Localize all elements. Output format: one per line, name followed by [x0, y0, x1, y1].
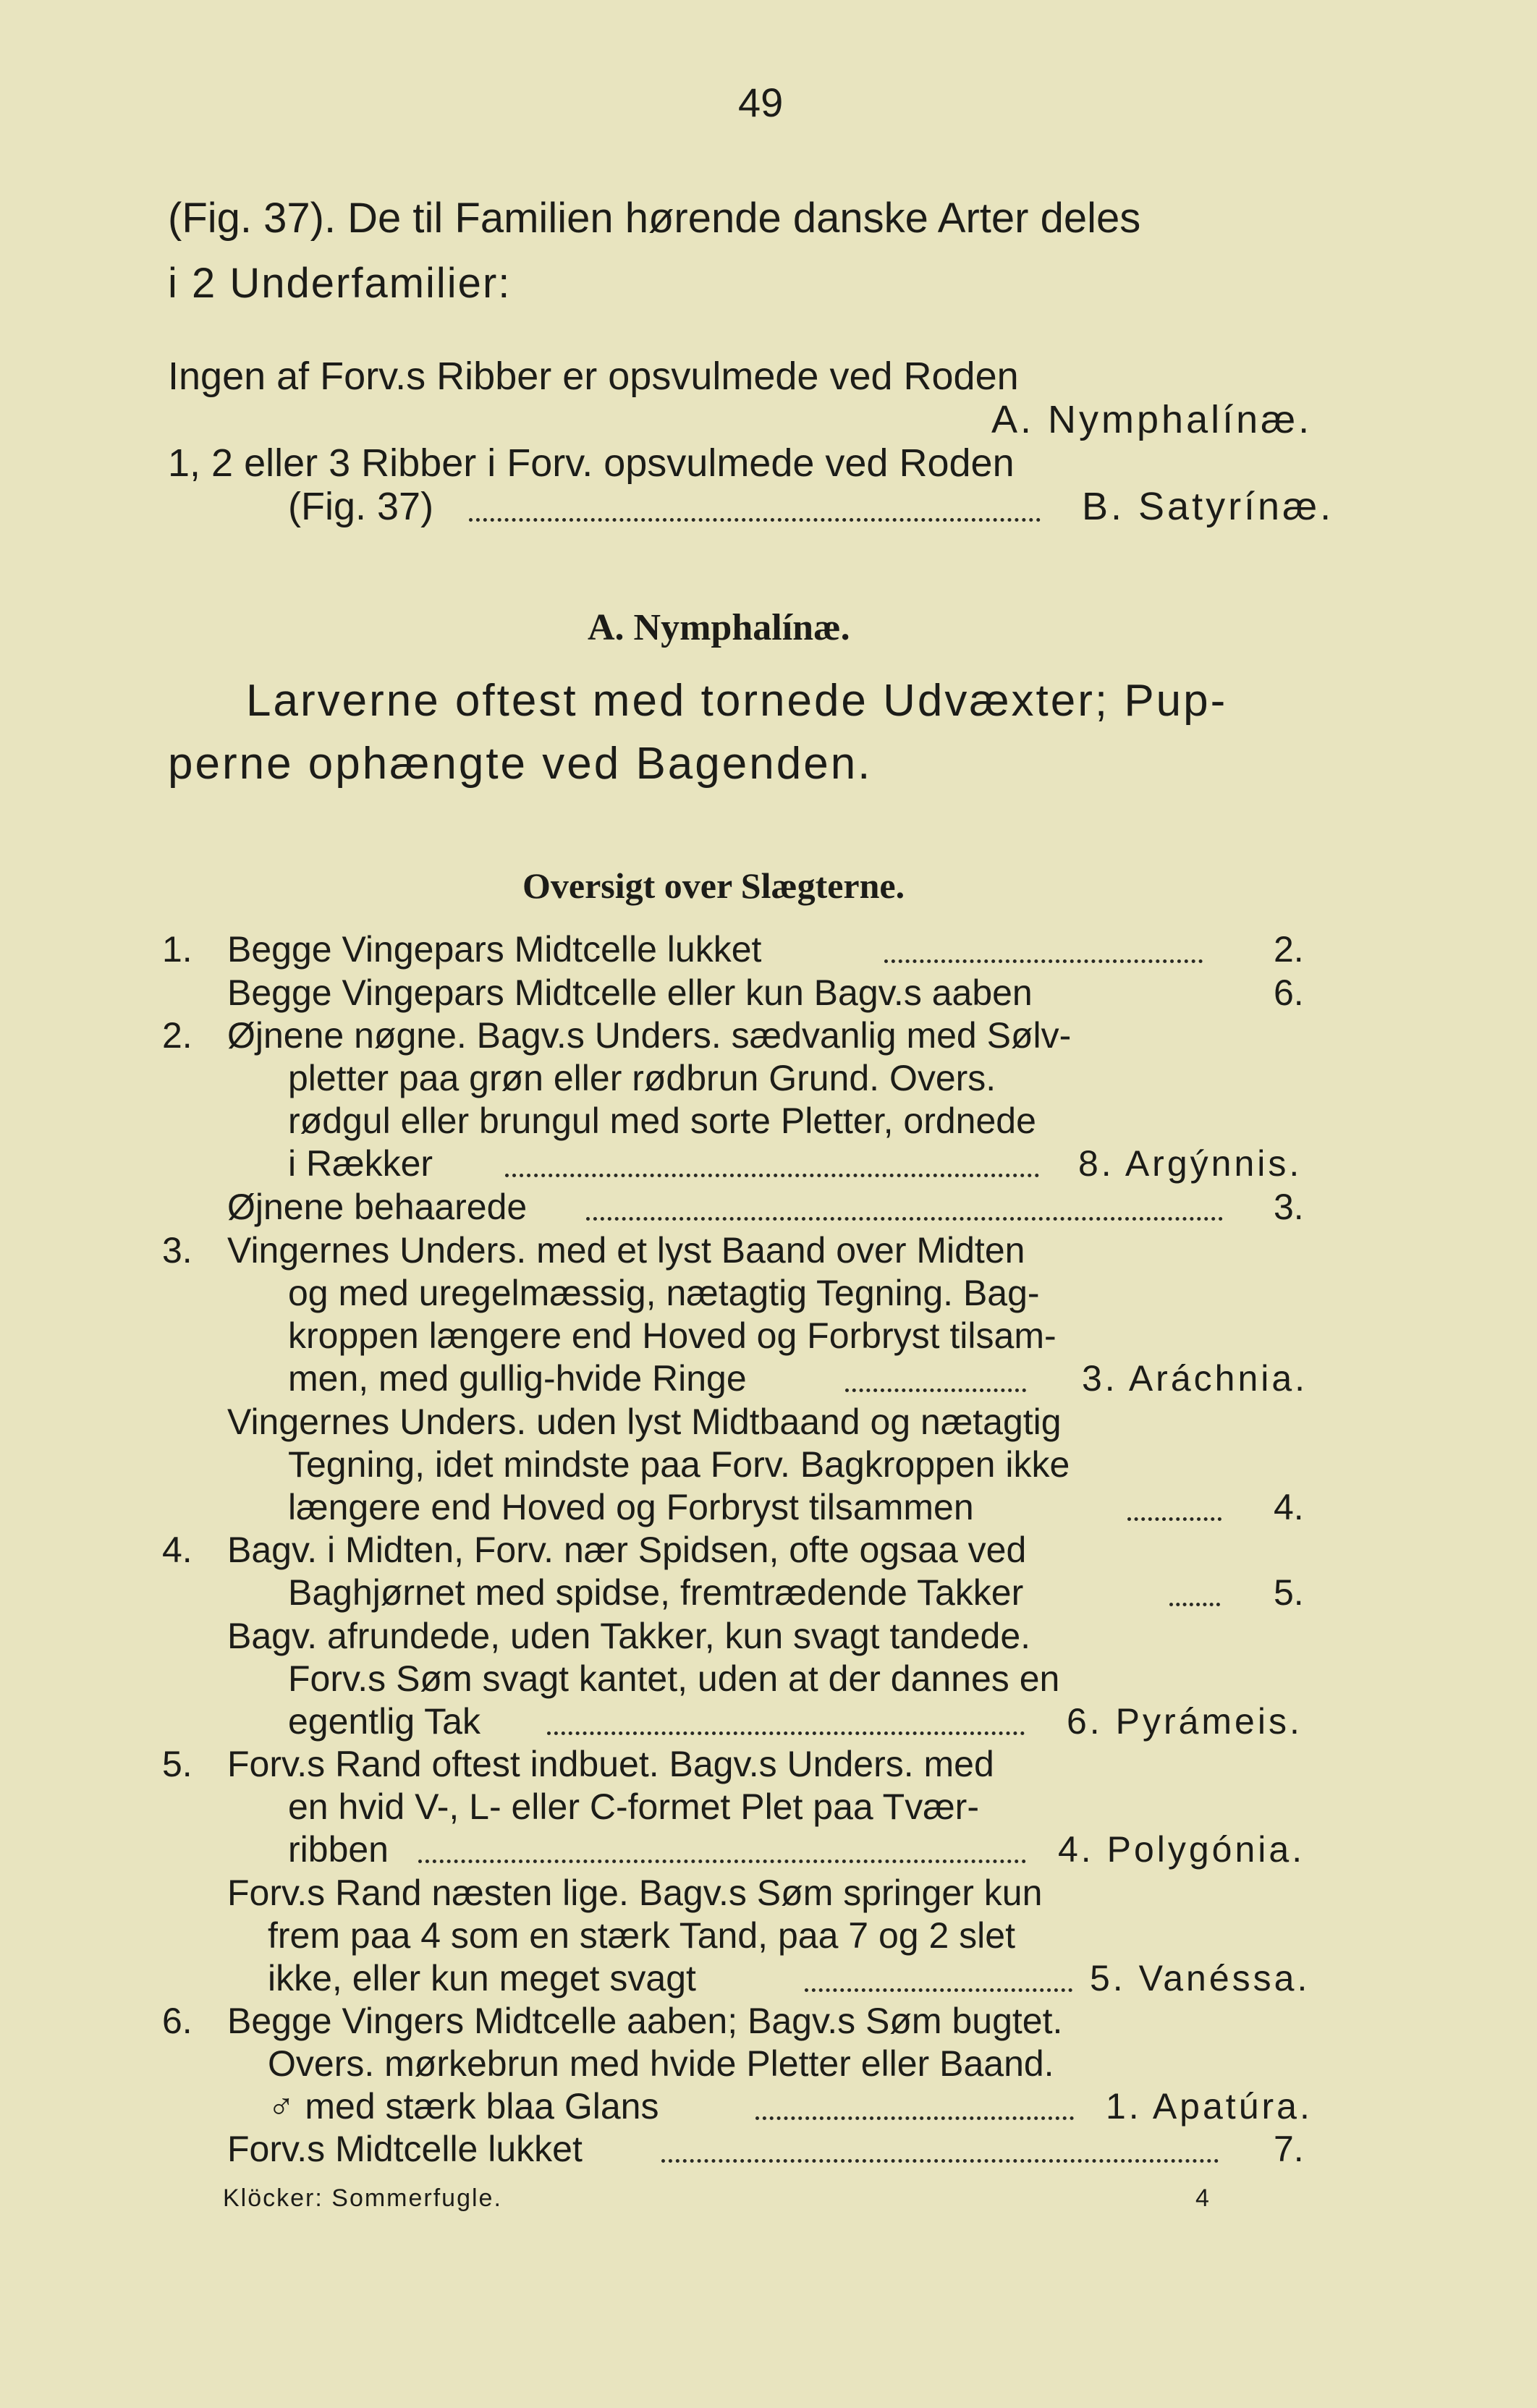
- key-result: 2.: [1274, 929, 1304, 970]
- leader-dots: [884, 959, 1203, 963]
- leader-dots: [547, 1731, 1025, 1735]
- section-desc-line-1: Larverne oftest med tornede Udvæxter; Pup-: [246, 676, 1228, 726]
- key-line: længere end Hoved og Forbryst tilsammen: [288, 1487, 974, 1527]
- key-heading: Oversigt over Slægterne.: [522, 865, 905, 906]
- key-line: og med uregelmæssig, nætagtig Tegning. Bag-: [288, 1273, 1040, 1313]
- key-number: 5.: [162, 1744, 192, 1784]
- key-line: Vingernes Unders. med et lyst Baand over Midten: [227, 1230, 1025, 1271]
- key-line: egentlig Tak: [288, 1701, 480, 1742]
- key-result: 5. Vanéssa.: [1090, 1958, 1311, 1998]
- key-result: 3.: [1274, 1187, 1304, 1227]
- key-result: 1. Apatúra.: [1106, 2086, 1313, 2127]
- leader-dots: [586, 1217, 1223, 1221]
- section-desc-line-2: perne ophængte ved Bagenden.: [168, 739, 873, 789]
- leader-dots: [1169, 1603, 1220, 1606]
- leader-dots: [805, 1988, 1072, 1992]
- subfamily-key-row2-cont: (Fig. 37): [288, 485, 434, 528]
- key-line: frem paa 4 som en stærk Tand, paa 7 og 2 slet: [268, 1915, 1015, 1956]
- key-line: men, med gullig-hvide Ringe: [288, 1358, 747, 1399]
- subfamily-key-row1-text: Ingen af Forv.s Ribber er opsvulmede ved Roden: [168, 355, 1019, 398]
- key-line: Baghjørnet med spidse, fremtrædende Takker: [288, 1572, 1024, 1613]
- key-line: Begge Vingepars Midtcelle eller kun Bagv.s aaben: [227, 972, 1033, 1013]
- key-line: Øjnene behaarede: [227, 1187, 528, 1227]
- leader-dots: [661, 2159, 1219, 2163]
- key-result: 5.: [1274, 1572, 1304, 1613]
- leader-dots: [418, 1860, 1026, 1863]
- subfamily-key-row2-text: 1, 2 eller 3 Ribber i Forv. opsvulmede ved Roden: [168, 441, 1015, 485]
- key-line: ikke, eller kun meget svagt: [268, 1958, 696, 1998]
- footer-author: Klöcker: Sommerfugle.: [223, 2184, 502, 2212]
- key-line: Overs. mørkebrun med hvide Pletter eller Baand.: [268, 2043, 1054, 2084]
- key-line: ♂ med stærk blaa Glans: [268, 2086, 659, 2127]
- key-result: 6.: [1274, 972, 1304, 1013]
- intro-line-2: i 2 Underfamilier:: [168, 260, 512, 307]
- key-line: en hvid V-, L- eller C-formet Plet paa Tvær-: [288, 1786, 979, 1827]
- key-line: Vingernes Unders. uden lyst Midtbaand og nætagtig: [227, 1402, 1062, 1442]
- subfamily-key-row2-result: B. Satyrínæ.: [1082, 485, 1334, 528]
- leader-dots: [505, 1174, 1039, 1177]
- key-number: 6.: [162, 2001, 192, 2041]
- key-line: Tegning, idet mindste paa Forv. Bagkroppen ikke: [288, 1444, 1070, 1485]
- key-line: i Rækker: [288, 1143, 433, 1184]
- leader-dots: [845, 1389, 1026, 1392]
- key-number: 4.: [162, 1530, 192, 1570]
- key-line: rødgul eller brungul med sorte Pletter, ordnede: [288, 1101, 1036, 1141]
- key-line: kroppen længere end Hoved og Forbryst tilsam-: [288, 1315, 1057, 1356]
- leader-dots: [469, 518, 1041, 522]
- page-number: 49: [738, 80, 784, 125]
- key-result: 8. Argýnnis.: [1078, 1143, 1303, 1184]
- key-line: Bagv. i Midten, Forv. nær Spidsen, ofte ogsaa ved: [227, 1530, 1027, 1570]
- key-line: Øjnene nøgne. Bagv.s Unders. sædvanlig med Sølv-: [227, 1015, 1072, 1056]
- key-number: 3.: [162, 1230, 192, 1271]
- leader-dots: [755, 2116, 1074, 2120]
- subfamily-key-row1-result: A. Nymphalínæ.: [991, 398, 1313, 441]
- key-line: Begge Vingers Midtcelle aaben; Bagv.s Søm bugtet.: [227, 2001, 1063, 2041]
- key-line: Forv.s Midtcelle lukket: [227, 2129, 583, 2169]
- key-line: Forv.s Rand oftest indbuet. Bagv.s Unders. med: [227, 1744, 994, 1784]
- key-line: Bagv. afrundede, uden Takker, kun svagt tandede.: [227, 1616, 1031, 1656]
- key-number: 1.: [162, 929, 192, 970]
- key-line: Forv.s Rand næsten lige. Bagv.s Søm springer kun: [227, 1873, 1043, 1913]
- key-result: 3. Aráchnia.: [1082, 1358, 1308, 1399]
- key-line: ribben: [288, 1829, 389, 1870]
- leader-dots: [1127, 1517, 1221, 1521]
- key-result: 6. Pyrámeis.: [1067, 1701, 1303, 1742]
- key-result: 4. Polygónia.: [1058, 1829, 1305, 1870]
- key-result: 4.: [1274, 1487, 1304, 1527]
- key-line: pletter paa grøn eller rødbrun Grund. Overs.: [288, 1058, 996, 1098]
- footer-signature: 4: [1195, 2184, 1209, 2212]
- section-heading: A. Nymphalínæ.: [588, 607, 850, 648]
- key-line: Forv.s Søm svagt kantet, uden at der dannes en: [288, 1658, 1060, 1699]
- key-number: 2.: [162, 1015, 192, 1056]
- key-line: Begge Vingepars Midtcelle lukket: [227, 929, 762, 970]
- key-result: 7.: [1274, 2129, 1304, 2169]
- intro-line-1: (Fig. 37). De til Familien hørende danske Arter deles: [168, 195, 1141, 242]
